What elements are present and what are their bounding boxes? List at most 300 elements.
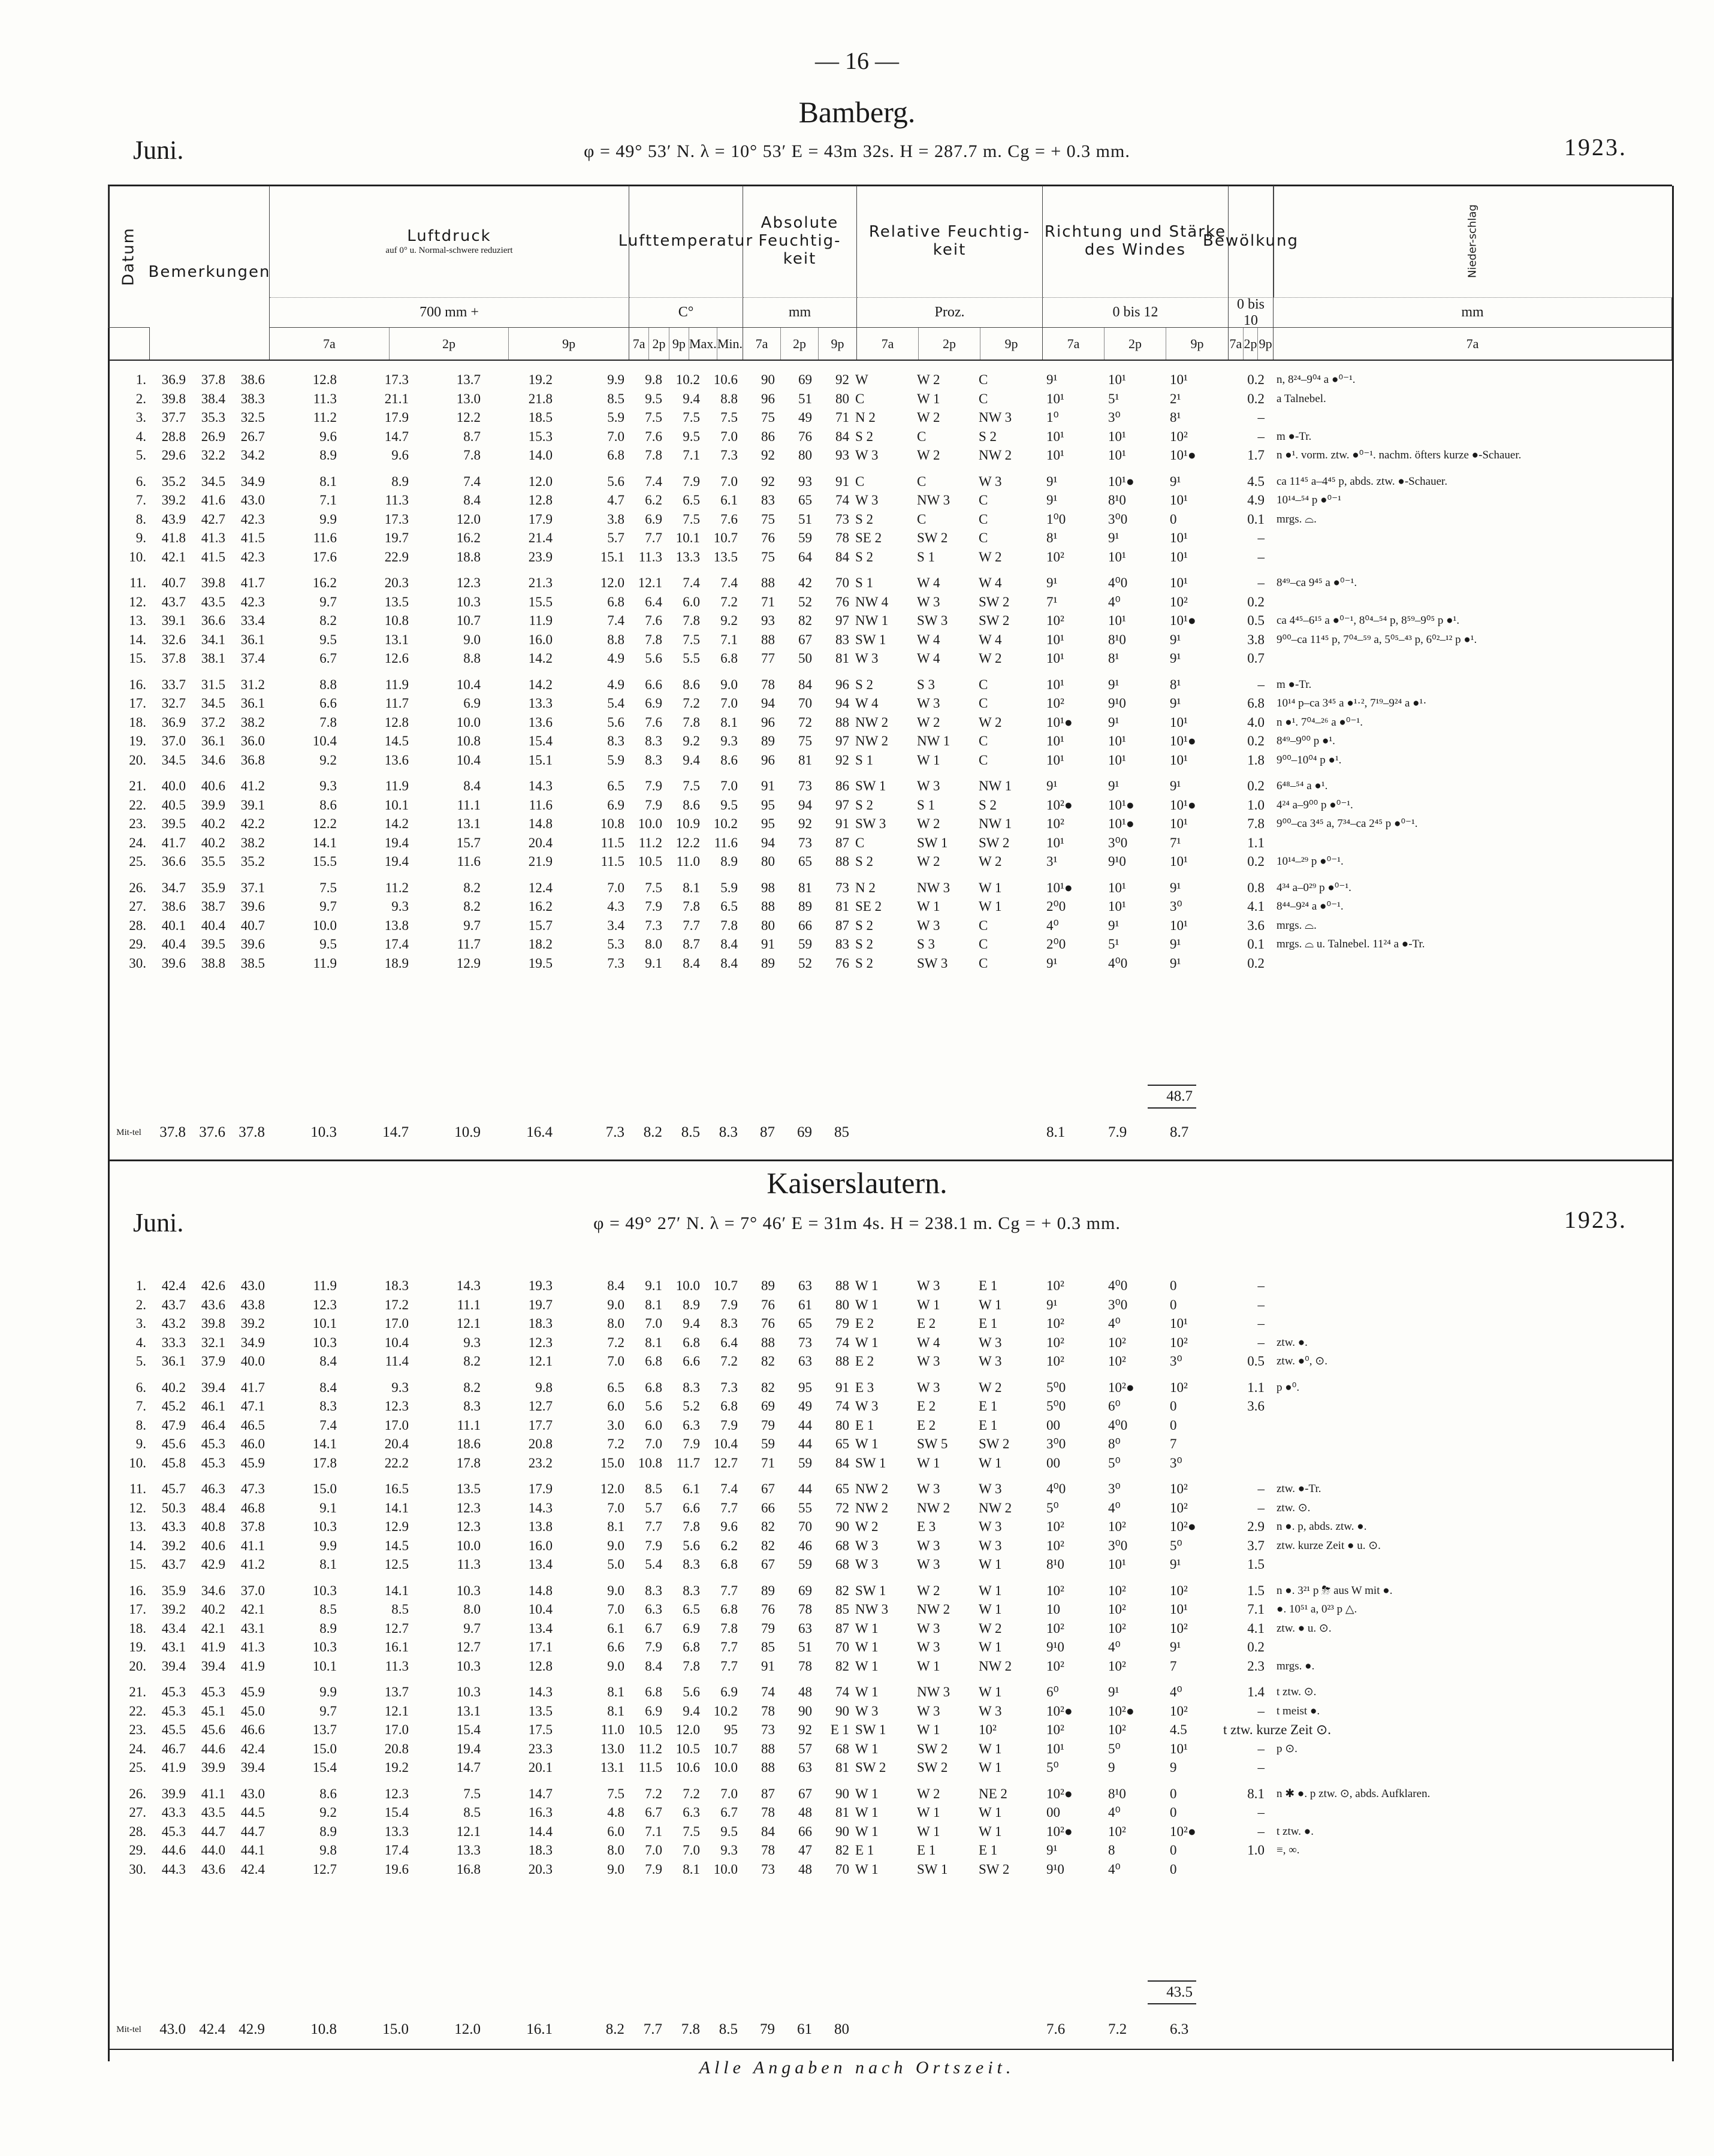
cell-temp-2p: 10.4 (384, 1334, 409, 1350)
cell-temp-7a: 9.7 (319, 1703, 337, 1719)
cell-cloud-7a: 10² (1046, 1316, 1064, 1331)
cell-rel-2p: 82 (798, 613, 812, 628)
cell-temp-2p: 22.9 (384, 549, 409, 564)
cell-pressure-7a: 36.9 (161, 372, 186, 387)
cell-temp-9p: 8.3 (463, 1399, 481, 1414)
cell-temp-9p: 13.7 (456, 372, 481, 387)
cell-abs-2p: 7.8 (683, 1658, 700, 1674)
table-row (108, 548, 1672, 567)
cell-wind-7a: SW 1 (855, 778, 886, 793)
cell-abs-9p: 6.8 (720, 1602, 738, 1617)
cell-pressure-7a: 43.2 (161, 1316, 186, 1331)
cell-abs-9p: 8.8 (720, 391, 738, 406)
cell-rel-9p: 92 (835, 372, 849, 387)
cell-abs-9p: 7.4 (720, 1481, 738, 1496)
cell-pressure-9p: 45.0 (240, 1703, 265, 1719)
cell-rel-9p: 78 (835, 530, 849, 545)
cell-abs-9p: 11.6 (714, 835, 738, 850)
cell-abs-2p: 7.8 (683, 714, 700, 730)
mean-abs-9p: 8.5 (719, 2021, 738, 2037)
sub-7a: 7a (743, 328, 781, 360)
table-row (108, 935, 1672, 954)
cell-temp-min: 9.0 (607, 1297, 624, 1312)
cell-wind-9p: NW 2 (979, 448, 1012, 463)
cell-temp-max: 11.9 (529, 613, 553, 628)
cell-abs-2p: 12.2 (675, 835, 700, 850)
cell-temp-7a: 7.8 (319, 714, 337, 730)
cell-abs-7a: 11.5 (638, 1760, 662, 1775)
cell-cloud-7a: 9¹0 (1046, 1861, 1064, 1877)
cell-wind-7a: NW 2 (855, 714, 889, 730)
cell-precip: – (1257, 1823, 1265, 1839)
sub-date (108, 327, 150, 360)
cell-abs-9p: 7.8 (720, 1620, 738, 1636)
cell-temp-2p: 10.8 (384, 613, 409, 628)
cell-cloud-2p: 10¹ (1108, 880, 1126, 895)
cell-cloud-7a: 10¹● (1046, 714, 1073, 730)
cell-pressure-9p: 46.8 (240, 1500, 265, 1515)
cell-wind-2p: E 3 (917, 1519, 936, 1534)
cell-abs-9p: 6.5 (720, 899, 738, 914)
cell-temp-max: 19.3 (528, 1278, 553, 1293)
cell-cloud-9p: 10² (1170, 1500, 1188, 1515)
cell-precip: 1.5 (1247, 1557, 1265, 1572)
cell-temp-max: 14.2 (528, 651, 553, 666)
cell-wind-9p: C (979, 955, 988, 971)
table-row (108, 389, 1672, 409)
mean-cloud-9p: 8.7 (1170, 1124, 1189, 1140)
cell-temp-2p: 19.2 (384, 1760, 409, 1775)
cell-precip: – (1257, 410, 1265, 425)
cell-temp-9p: 10.4 (456, 677, 481, 692)
cell-cloud-2p: 3⁰ (1108, 1481, 1121, 1496)
sub-9p: 9p (562, 336, 576, 351)
cell-wind-2p: W 1 (917, 1823, 940, 1839)
cell-abs-9p: 10.0 (713, 1760, 738, 1775)
cell-pressure-2p: 40.2 (201, 1602, 225, 1617)
cell-wind-7a: W 1 (855, 1620, 879, 1636)
cell-pressure-7a: 44.6 (161, 1843, 186, 1858)
cell-rel-2p: 81 (798, 880, 812, 895)
cell-temp-7a: 8.9 (319, 1823, 337, 1839)
cell-rel-7a: 73 (761, 1861, 775, 1877)
cell-abs-9p: 12.7 (713, 1455, 738, 1470)
cell-remarks: ztw. ●. (1277, 1336, 1308, 1349)
cell-rel-7a: 79 (761, 1620, 775, 1636)
sub-7a: 7a (857, 328, 919, 360)
cell-cloud-7a: 00 (1046, 1805, 1060, 1820)
cell-abs-2p: 7.2 (683, 1786, 700, 1801)
cell-pressure-9p: 44.5 (240, 1805, 265, 1820)
header-precip: Nieder-schlag (1274, 186, 1672, 297)
cell-temp-2p: 13.7 (384, 1684, 409, 1699)
table-row (108, 1416, 1672, 1435)
cell-wind-2p: NW 2 (917, 1500, 950, 1515)
cell-temp-min: 11.0 (600, 1722, 624, 1737)
cell-temp-2p: 17.0 (384, 1417, 409, 1433)
cell-temp-min: 15.0 (600, 1455, 624, 1470)
cell-temp-9p: 10.0 (456, 1538, 481, 1553)
cell-temp-max: 10.4 (528, 1602, 553, 1617)
cell-abs-7a: 10.5 (638, 854, 662, 869)
cell-cloud-2p: 10¹ (1108, 899, 1126, 914)
cell-rel-9p: 68 (835, 1741, 849, 1756)
cell-rel-2p: 59 (798, 1557, 812, 1572)
cell-rel-7a: 71 (761, 1455, 775, 1470)
cell-abs-2p: 7.5 (683, 410, 700, 425)
cell-temp-2p: 9.6 (391, 448, 409, 463)
cell-abs-2p: 6.1 (683, 1481, 700, 1496)
cell-wind-9p: W 1 (979, 1297, 1002, 1312)
cell-temp-2p: 12.5 (384, 1557, 409, 1572)
cell-cloud-2p: 10² (1108, 1620, 1126, 1636)
cell-temp-2p: 11.3 (385, 493, 409, 508)
cell-remarks: p ⊙. (1277, 1742, 1297, 1755)
cell-temp-min: 6.0 (607, 1823, 624, 1839)
cell-remarks: 9⁰⁰–ca 11⁴⁵ p, 7⁰⁴–⁵⁹ a, 5⁰⁵–⁴³ p, 6⁰²–¹² p ●¹. (1277, 633, 1477, 646)
cell-cloud-7a: 10¹ (1046, 1741, 1064, 1756)
cell-cloud-7a: 10² (1046, 1334, 1064, 1350)
header-temperature: Lufttemperatur (629, 186, 743, 297)
cell-wind-7a: E 1 (855, 1417, 874, 1433)
cell-wind-7a: W 3 (855, 651, 879, 666)
cell-abs-2p: 10.0 (675, 1278, 700, 1293)
cell-abs-9p: 7.1 (720, 632, 738, 647)
cell-pressure-7a: 39.2 (161, 1538, 186, 1553)
cell-temp-7a: 15.0 (312, 1741, 337, 1756)
cell-wind-2p: W 3 (917, 594, 940, 609)
header-pressure (270, 186, 629, 297)
table-row (108, 1296, 1672, 1315)
cell-rel-9p: 97 (835, 613, 849, 628)
cell-wind-9p: SW 2 (979, 1436, 1010, 1451)
cell-abs-7a: 6.9 (645, 511, 662, 527)
mean-rel-2p: 61 (797, 2021, 812, 2037)
cell-pressure-2p: 45.3 (201, 1436, 225, 1451)
cell-wind-2p: W 2 (917, 372, 940, 387)
cell-remarks: p ●⁰. (1277, 1381, 1300, 1394)
cell-pressure-7a: 39.8 (161, 391, 186, 406)
cell-rel-7a: 88 (761, 632, 775, 647)
table-row (108, 713, 1672, 732)
cell-abs-9p: 9.3 (720, 1843, 738, 1858)
cell-pressure-9p: 37.4 (240, 651, 265, 666)
cell-rel-7a: 94 (761, 696, 775, 711)
cell-abs-7a: 5.6 (645, 651, 662, 666)
cell-cloud-9p: 10¹ (1170, 1316, 1188, 1331)
cell-temp-max: 16.2 (528, 899, 553, 914)
cell-abs-2p: 5.2 (683, 1399, 700, 1414)
cell-temp-max: 14.0 (528, 448, 553, 463)
table-row (108, 694, 1672, 713)
cell-temp-min: 3.8 (607, 511, 624, 527)
cell-temp-7a: 8.6 (319, 797, 337, 813)
cell-temp-7a: 10.4 (312, 733, 337, 748)
cell-pressure-9p: 38.3 (240, 391, 265, 406)
cell-remarks: ztw. ● u. ⊙. (1277, 1621, 1332, 1635)
cell-precip: – (1257, 530, 1265, 545)
cell-pressure-9p: 32.5 (240, 410, 265, 425)
cell-temp-max: 18.3 (528, 1843, 553, 1858)
cell-abs-9p: 7.3 (720, 1379, 738, 1395)
table-row (108, 916, 1672, 935)
cell-date: 4. (135, 1334, 146, 1350)
cell-temp-max: 17.9 (528, 1481, 553, 1496)
table-row (108, 1454, 1672, 1473)
cell-temp-7a: 11.2 (313, 410, 337, 425)
table-header (108, 186, 1672, 361)
cell-cloud-2p: 4⁰ (1108, 1500, 1121, 1515)
cell-cloud-7a: 10² (1046, 1354, 1064, 1369)
table-row (108, 510, 1672, 529)
cell-cloud-9p: 10² (1170, 1481, 1188, 1496)
cell-temp-7a: 10.1 (312, 1316, 337, 1331)
cell-temp-min: 8.1 (607, 1703, 624, 1719)
mean-rel-2p: 69 (797, 1124, 812, 1140)
cell-precip: 1.0 (1247, 1843, 1265, 1858)
cell-precip: 0.2 (1247, 391, 1265, 406)
cell-rel-9p: 90 (835, 1703, 849, 1719)
cell-wind-2p: NW 1 (917, 733, 950, 748)
cell-cloud-2p: 10² (1108, 1354, 1126, 1369)
cell-pressure-7a: 41.8 (161, 530, 186, 545)
cell-temp-max: 12.8 (528, 493, 553, 508)
cell-rel-2p: 49 (798, 410, 812, 425)
cell-rel-7a: 71 (761, 594, 775, 609)
cell-cloud-7a: 3¹ (1046, 854, 1058, 869)
cell-temp-min: 5.4 (607, 696, 624, 711)
cell-temp-9p: 15.4 (456, 1722, 481, 1737)
cell-temp-max: 14.3 (528, 778, 553, 793)
cell-abs-2p: 7.5 (683, 1823, 700, 1839)
cell-rel-7a: 80 (761, 854, 775, 869)
cell-wind-9p: NE 2 (979, 1786, 1007, 1801)
cell-precip: – (1257, 1316, 1265, 1331)
cell-pressure-2p: 36.6 (201, 613, 225, 628)
cell-rel-2p: 59 (798, 1455, 812, 1470)
mean-cloud-7a: 7.6 (1046, 2021, 1066, 2037)
cell-temp-9p: 12.9 (456, 955, 481, 971)
cell-precip: 4.5 (1247, 473, 1265, 489)
cell-wind-9p: W 3 (979, 1519, 1002, 1534)
cell-date: 17. (129, 696, 146, 711)
cell-rel-9p: 86 (835, 778, 849, 793)
cell-temp-9p: 11.1 (457, 1297, 481, 1312)
cell-temp-max: 20.4 (528, 835, 553, 850)
cell-abs-7a: 6.0 (645, 1417, 662, 1433)
cell-temp-min: 5.7 (607, 530, 624, 545)
cell-temp-max: 13.6 (528, 714, 553, 730)
cell-temp-max: 23.2 (528, 1455, 553, 1470)
cell-wind-9p: W 1 (979, 1823, 1002, 1839)
cell-wind-7a: W 1 (855, 1436, 879, 1451)
cell-rel-9p: 82 (835, 1658, 849, 1674)
cell-wind-2p: SW 3 (917, 955, 948, 971)
cell-rel-9p: 74 (835, 1399, 849, 1414)
cell-pressure-9p: 40.7 (240, 917, 265, 933)
cell-abs-7a: 6.8 (645, 1684, 662, 1699)
cell-pressure-7a: 35.2 (161, 473, 186, 489)
cell-abs-2p: 6.8 (683, 1639, 700, 1654)
cell-abs-9p: 7.8 (720, 917, 738, 933)
cell-precip: 6.8 (1247, 696, 1265, 711)
precip-total: 43.5 (1148, 1980, 1196, 2004)
cell-rel-9p: 91 (835, 473, 849, 489)
cell-abs-2p: 8.6 (683, 677, 700, 692)
cell-rel-2p: 44 (798, 1481, 812, 1496)
cell-wind-7a: W 1 (855, 1334, 879, 1350)
cell-temp-7a: 15.5 (312, 854, 337, 869)
cell-temp-7a: 13.7 (312, 1722, 337, 1737)
cell-wind-2p: W 1 (917, 1805, 940, 1820)
cell-date: 30. (129, 1861, 146, 1877)
cell-precip: 0.5 (1247, 1354, 1265, 1369)
cell-temp-2p: 20.8 (384, 1741, 409, 1756)
cell-pressure-7a: 29.6 (161, 448, 186, 463)
mean-pressure-9p: 42.9 (239, 2021, 265, 2037)
table-row (108, 1784, 1672, 1804)
cell-temp-min: 9.9 (607, 372, 624, 387)
cell-rel-9p: 76 (835, 955, 849, 971)
cell-temp-7a: 9.5 (319, 632, 337, 647)
cell-wind-2p: SW 2 (917, 530, 948, 545)
cell-temp-max: 12.8 (528, 1658, 553, 1674)
cell-temp-min: 15.1 (600, 549, 624, 564)
cell-pressure-2p: 44.7 (201, 1823, 225, 1839)
cell-pressure-7a: 39.9 (161, 1786, 186, 1801)
table-row (108, 1657, 1672, 1676)
table-row (108, 370, 1672, 389)
cell-temp-9p: 10.3 (456, 1684, 481, 1699)
cell-cloud-7a: 10²● (1046, 1786, 1073, 1801)
cell-wind-2p: W 3 (917, 1639, 940, 1654)
cell-rel-9p: 91 (835, 1379, 849, 1395)
cell-wind-2p: W 1 (917, 1297, 940, 1312)
cell-abs-9p: 8.1 (720, 714, 738, 730)
table-row (108, 491, 1672, 510)
cell-temp-min: 7.3 (607, 955, 624, 971)
cell-abs-2p: 6.8 (683, 1334, 700, 1350)
cell-cloud-2p: 3⁰0 (1108, 835, 1128, 850)
cell-pressure-2p: 38.4 (201, 391, 225, 406)
cell-rel-2p: 63 (798, 1354, 812, 1369)
cell-pressure-2p: 40.2 (201, 816, 225, 831)
cell-date: 8. (135, 1417, 146, 1433)
cell-cloud-9p: 10¹ (1170, 530, 1188, 545)
cell-wind-2p: W 3 (917, 1703, 940, 1719)
cell-abs-7a: 8.0 (645, 937, 662, 952)
cell-rel-2p: 52 (798, 594, 812, 609)
table-row (108, 1702, 1672, 1721)
cell-remarks: 9⁰⁰–10⁰⁴ p ●¹. (1277, 753, 1342, 766)
cell-abs-7a: 5.4 (645, 1557, 662, 1572)
cell-wind-2p: W 2 (917, 816, 940, 831)
cell-rel-9p: 80 (835, 1297, 849, 1312)
cell-temp-9p: 12.7 (456, 1639, 481, 1654)
cell-pressure-9p: 43.8 (240, 1297, 265, 1312)
cell-date: 1. (135, 1278, 146, 1293)
cell-temp-9p: 11.7 (457, 937, 481, 952)
cell-pressure-7a: 39.4 (161, 1658, 186, 1674)
cell-pressure-2p: 34.5 (201, 473, 225, 489)
cell-cloud-9p: 0 (1170, 1399, 1177, 1414)
cell-rel-2p: 72 (798, 714, 812, 730)
cell-pressure-2p: 38.8 (201, 955, 225, 971)
cell-cloud-2p: 9¹ (1108, 917, 1119, 933)
cell-rel-9p: 88 (835, 714, 849, 730)
cell-temp-min: 7.2 (607, 1334, 624, 1350)
cell-pressure-7a: 40.5 (161, 797, 186, 813)
table-row (108, 1499, 1672, 1518)
cell-cloud-2p: 10¹ (1108, 752, 1126, 768)
cell-pressure-2p: 34.6 (201, 1583, 225, 1598)
cell-wind-9p: W 1 (979, 1760, 1002, 1775)
cell-wind-9p: E 1 (979, 1843, 998, 1858)
cell-precip: – (1257, 1500, 1265, 1515)
cell-rel-7a: 87 (761, 1786, 775, 1801)
unit-abs: mm (743, 297, 857, 327)
cell-wind-9p: W 3 (979, 1538, 1002, 1553)
cell-cloud-7a: 4⁰ (1046, 917, 1059, 933)
cell-rel-7a: 95 (761, 816, 775, 831)
cell-cloud-2p: 9¹ (1108, 778, 1119, 793)
cell-temp-7a: 9.1 (319, 1500, 337, 1515)
cell-temp-min: 7.0 (607, 428, 624, 444)
cell-temp-9p: 8.2 (463, 899, 481, 914)
cell-rel-9p: 82 (835, 1583, 849, 1598)
cell-pressure-2p: 41.6 (201, 493, 225, 508)
cell-precip: 4.1 (1247, 899, 1265, 914)
cell-rel-7a: 79 (761, 1417, 775, 1433)
cell-abs-7a: 7.7 (645, 1519, 662, 1534)
cell-precip: – (1257, 677, 1265, 692)
cell-rel-7a: 66 (761, 1500, 775, 1515)
cell-temp-max: 15.7 (528, 917, 553, 933)
header-cloud: Bewölkung (1229, 186, 1274, 297)
cell-wind-7a: S 2 (855, 955, 874, 971)
cell-pressure-9p: 37.1 (240, 880, 265, 895)
sub-max: Max. (689, 328, 717, 360)
cell-date: 9. (135, 1436, 146, 1451)
cell-pressure-2p: 41.9 (201, 1639, 225, 1654)
cell-wind-9p: W 1 (979, 1639, 1002, 1654)
header-rel-humidity: Relative Feuchtig-keit (857, 186, 1043, 297)
cell-cloud-9p: 10² (1170, 1583, 1188, 1598)
cell-rel-2p: 70 (798, 1519, 812, 1534)
cell-abs-7a: 7.0 (645, 1436, 662, 1451)
cell-abs-2p: 7.8 (683, 899, 700, 914)
mean-temp-min: 8.2 (605, 2021, 624, 2037)
cell-date: 21. (129, 778, 146, 793)
cell-pressure-7a: 32.6 (161, 632, 186, 647)
cell-remarks: 8⁴⁹–9⁰⁰ p ●¹. (1277, 735, 1335, 747)
cell-cloud-7a: 10¹ (1046, 752, 1064, 768)
cell-temp-7a: 9.7 (319, 899, 337, 914)
sub-precip (1274, 327, 1672, 360)
cell-rel-9p: 73 (835, 880, 849, 895)
cell-wind-2p: SW 3 (917, 613, 948, 628)
cell-wind-2p: NW 3 (917, 880, 950, 895)
cell-temp-min: 3.0 (607, 1417, 624, 1433)
cell-rel-7a: 88 (761, 899, 775, 914)
cell-temp-9p: 8.7 (463, 428, 481, 444)
cell-wind-2p: W 1 (917, 391, 940, 406)
cell-precip: 4.0 (1247, 714, 1265, 730)
cell-pressure-7a: 45.3 (161, 1823, 186, 1839)
cell-wind-7a: E 3 (855, 1379, 874, 1395)
cell-temp-2p: 12.8 (384, 714, 409, 730)
cell-pressure-2p: 37.9 (201, 1354, 225, 1369)
